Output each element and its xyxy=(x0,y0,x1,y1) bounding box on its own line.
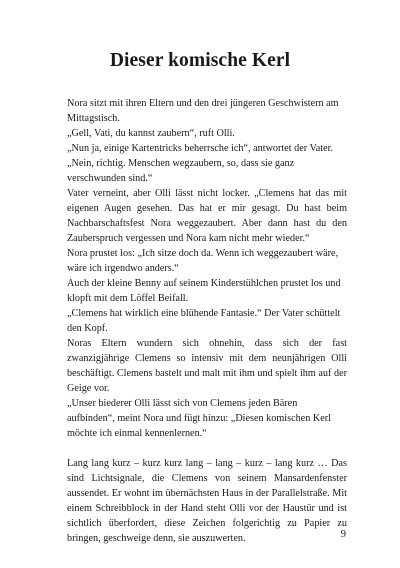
page-number: 9 xyxy=(340,529,346,540)
paragraph: „Nein, richtig. Menschen wegzaubern, so, dass sie ganz verschwunden sind.“ xyxy=(67,158,295,184)
paragraph: „Unser biederer Olli lässt sich von Clemens jeden Bären aufbinden“, meint Nora und fügt hinzu: „Diesen komischen Kerl möchte ich einmal kennenlernen.“ xyxy=(67,398,331,439)
paragraph: Noras Eltern wundern sich ohnehin, dass sich der fast zwanzigjährige Clemens so intensiv mit dem neunjährigen Olli beschäftigt. Clemens bastelt und malt mit ihm und spielt ihm auf der Geige vor. xyxy=(67,338,347,394)
chapter-title: Dieser komische Kerl xyxy=(109,50,291,71)
paragraph: „Nun ja, einige Kartentricks beherrsche ich“, antwortet der Vater. xyxy=(67,143,333,154)
paragraph: Nora prustet los: „Ich sitze doch da. Wenn ich weggezaubert wäre, wäre ich irgendwo anders.“ xyxy=(67,248,339,274)
paragraph: Vater verneint, aber Olli lässt nicht locker. „Clemens hat das mit eigenen Augen gesehen. Das hat er mir gesagt. Du hast beim Nachbarschaftsfest Nora weggezaubert. Aber dann hast du den Zauberspruch vergessen und Nora kam nicht mehr wieder.“ xyxy=(67,188,347,244)
paragraph: Auch der kleine Benny auf seinem Kinderstühlchen prustet los und klopft mit dem Löffel Beifall. xyxy=(67,278,341,304)
paragraph: „Gell, Vati, du kannst zaubern“, ruft Olli. xyxy=(67,128,235,139)
paragraph: Lang lang kurz – kurz kurz lang – lang – kurz – lang kurz … Das sind Lichtsignale, die Clemens von seinem Mansardenfenster aussendet. Er wohnt im übernächsten Haus in der Parallelstraße. Mit einem Schreibblock in der Hand steht Olli vor der Haustür und ist sichtlich überfordert, diese Zeichen folgerichtig zu Papier zu bringen, geschweige denn, sie auszuwerten. xyxy=(67,458,347,544)
paragraph: Nora sitzt mit ihren Eltern und den drei jüngeren Geschwistern am Mittagstisch. xyxy=(67,98,339,124)
chapter-body xyxy=(67,96,347,546)
section-gap xyxy=(67,441,347,456)
paragraph: „Clemens hat wirklich eine blühende Fantasie.“ Der Vater schüttelt den Kopf. xyxy=(67,308,341,334)
